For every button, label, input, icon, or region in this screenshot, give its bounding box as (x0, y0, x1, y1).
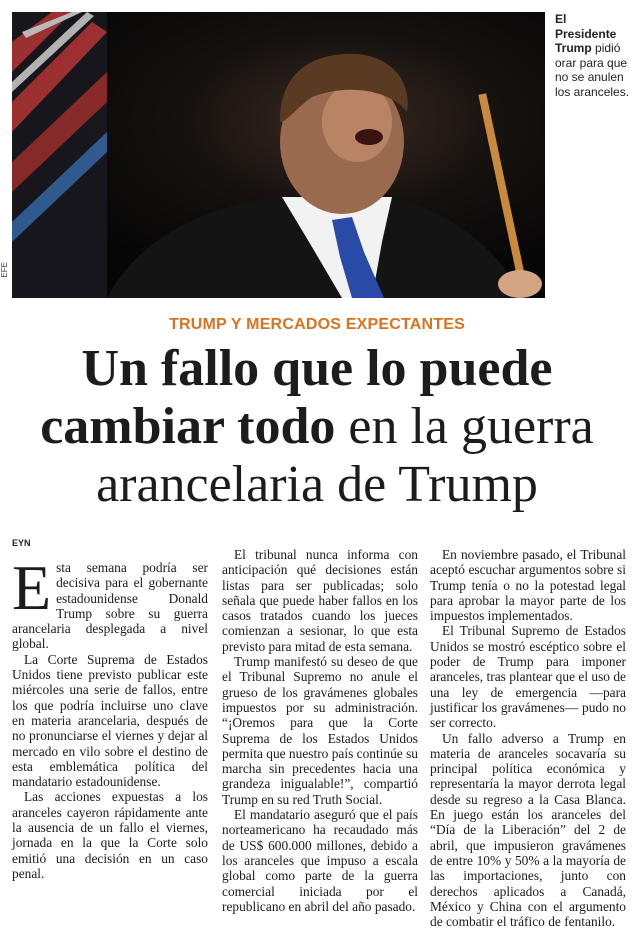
paragraph-3: Las acciones expuestas a los aranceles cayeron rápidamente ante la ausencia de un fallo el viernes, jornada en la que la Corte solo emitió una decisión en un caso penal. (12, 789, 208, 881)
paragraph-6: El mandatario aseguró que el país norteamericano ha recaudado más de US$ 600.000 millones, debido a los aranceles que impuso a escala global como parte de la guerra comercial iniciada por el republicano en abril del año pasado. (222, 807, 418, 914)
headline-line2-rest: en la guerra (348, 398, 594, 455)
paragraph-9: Un fallo adverso a Trump en materia de aranceles socavaría su principal política económica y representaría la mayor derrota legal desde su regreso a la Casa Blanca. En juego están los aranceles del “Día de la Liberación” del 2 de abril, que impusieron gravámenes de entre 10% y 50% a la mayoría de las importaciones, junto con derechos aplicados a Canadá, México y China con el argumento de combatir el tráfico de fentanilo. (430, 730, 626, 930)
photo-illustration (12, 12, 545, 298)
article-column-1 (12, 552, 208, 881)
paragraph-1 (12, 552, 208, 652)
news-photo (12, 12, 545, 298)
article-column-2 (222, 547, 418, 914)
paragraph-8: El Tribunal Supremo de Estados Unidos se mostró escéptico sobre el poder de Trump para imponer aranceles, tras plantear que el uso de una ley de emergencia —para justificar los gravámenes— pudo no ser correcto. (430, 623, 626, 731)
headline-line1: Un fallo que lo puede (81, 340, 553, 397)
dropcap: E (12, 552, 52, 623)
caption-text: pidió orar para que no se anulen los aranceles. (555, 41, 630, 99)
photo-credit: EFE (0, 262, 9, 278)
paragraph-4: El tribunal nunca informa con anticipación qué decisiones están listas para ser publicadas; solo señala que puede haber fallos en los casos tratados cuando los jueces comienzan a sesionar, lo que esta previsto para mitad de esta semana. (222, 547, 418, 654)
headline-line3: arancelaria de Trump (96, 456, 538, 513)
headline (0, 340, 634, 514)
photo-caption (555, 12, 631, 99)
headline-line2 (0, 398, 634, 456)
article-column-3 (430, 547, 626, 929)
paragraph-7: En noviembre pasado, el Tribunal aceptó escuchar argumentos sobre si Trump tenía o no la potestad legal para aprobar la mayor parte de los impuestos implementados. (430, 547, 626, 624)
kicker: TRUMP Y MERCADOS EXPECTANTES (168, 316, 465, 333)
paragraph-1-text: sta semana podría ser decisiva para el gobernante estadounidense Donald Trump sobre su guerra arancelaria desplegada a nivel global. (12, 560, 208, 652)
caption-name: El Presidente Trump (555, 12, 617, 55)
paragraph-2: La Corte Suprema de Estados Unidos tiene previsto publicar este miércoles una serie de fallos, entre los que podría incluirse uno clave en materia arancelaria, después de no pronunciarse el viernes y dejar al mercado en vilo sobre el destino de esta emblemática política del mandatario estadounidense. (12, 651, 208, 790)
paragraph-5: Trump manifestó su deseo de que el Tribunal Supremo no anule el grueso de los gravámenes globales impuestos por su administración. “¡Oremos para que la Corte Suprema de los Estados Unidos permita que nuestro país continúe su marcha sin precedentes hacia una grandeza inigualable!”, compartió Trump en su red Truth Social. (222, 654, 418, 807)
headline-line2-bold: cambiar todo (40, 398, 336, 455)
byline: EYN (12, 538, 31, 548)
